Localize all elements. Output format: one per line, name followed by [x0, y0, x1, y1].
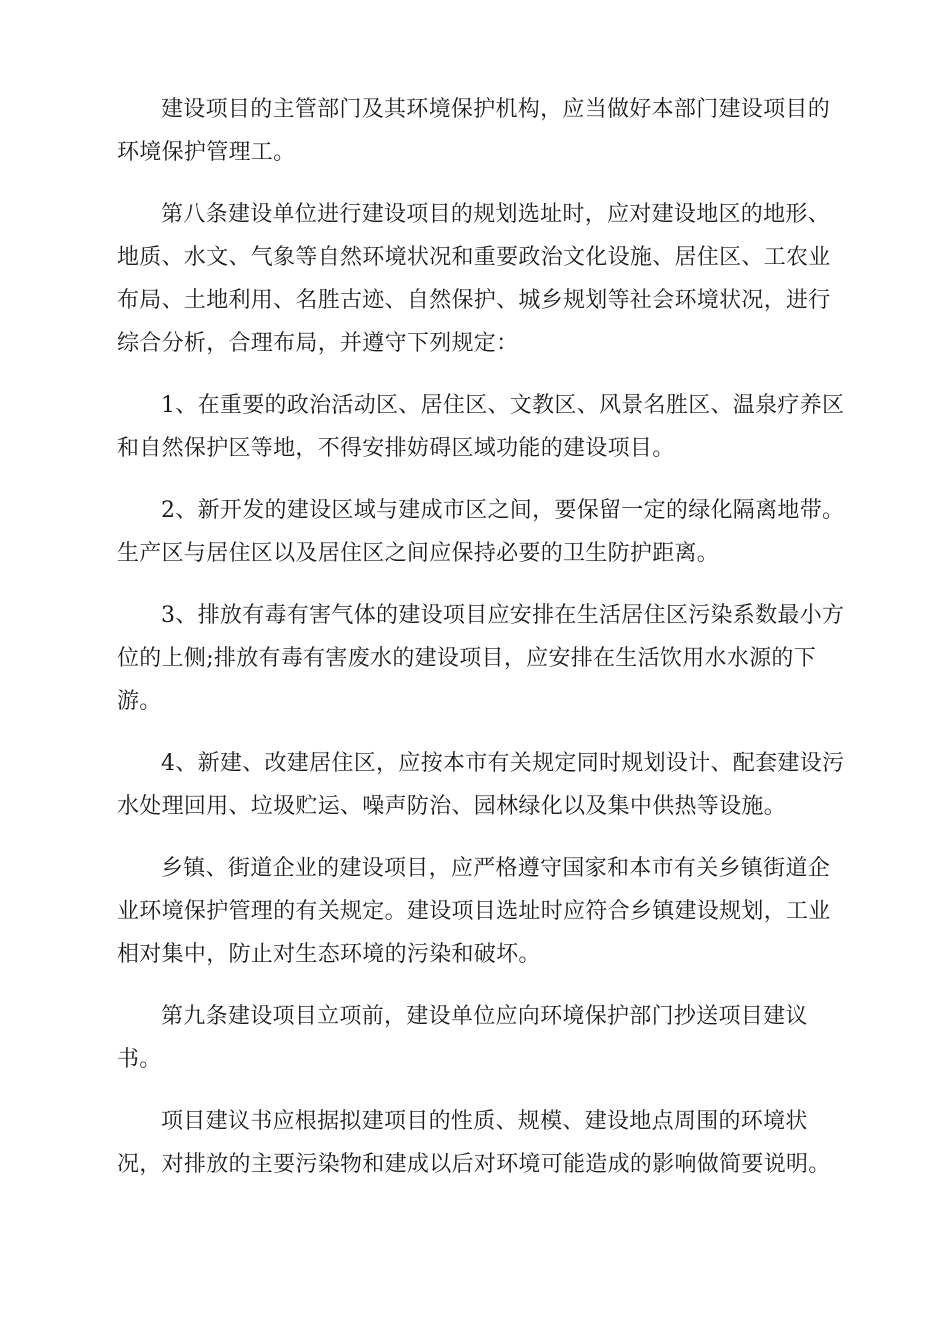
paragraph-7: 乡镇、街道企业的建设项目，应严格遵守国家和本市有关乡镇街道企业环境保护管理的有关规定。建设项目选址时应符合乡镇建设规划，工业相对集中，防止对生态环境的污染和破坏。	[117, 856, 831, 967]
paragraph-1: 建设项目的主管部门及其环境保护机构，应当做好本部门建设项目的环境保护管理工。	[117, 97, 831, 165]
paragraph-4: 2、新开发的建设区域与建成市区之间，要保留一定的绿化隔离地带。生产区与居住区以及居住区之间应保持必要的卫生防护距离。	[117, 498, 845, 566]
paragraph-6: 4、新建、改建居住区，应按本市有关规定同时规划设计、配套建设污水处理回用、垃圾贮运、噪声防治、园林绿化以及集中供热等设施。	[117, 751, 845, 819]
paragraph-2: 第八条建设单位进行建设项目的规划选址时，应对建设地区的地形、地质、水文、气象等自然环境状况和重要政治文化设施、居住区、工农业布局、土地利用、名胜古迹、自然保护、城乡规划等社会环境状况，进行综合分析，合理布局，并遵守下列规定：	[117, 202, 831, 356]
document-body	[117, 88, 847, 1205]
paragraph-9: 项目建议书应根据拟建项目的性质、规模、建设地点周围的环境状况，对排放的主要污染物和建成以后对环境可能造成的影响做简要说明。	[117, 1109, 831, 1177]
paragraph-3: 1、在重要的政治活动区、居住区、文教区、风景名胜区、温泉疗养区和自然保护区等地，不得安排妨碍区域功能的建设项目。	[117, 393, 845, 461]
paragraph-8: 第九条建设项目立项前，建设单位应向环境保护部门抄送项目建议书。	[117, 1004, 808, 1072]
paragraph-5: 3、排放有毒有害气体的建设项目应安排在生活居住区污染系数最小方位的上侧;排放有毒有害废水的建设项目，应安排在生活饮用水水源的下游。	[117, 603, 845, 714]
